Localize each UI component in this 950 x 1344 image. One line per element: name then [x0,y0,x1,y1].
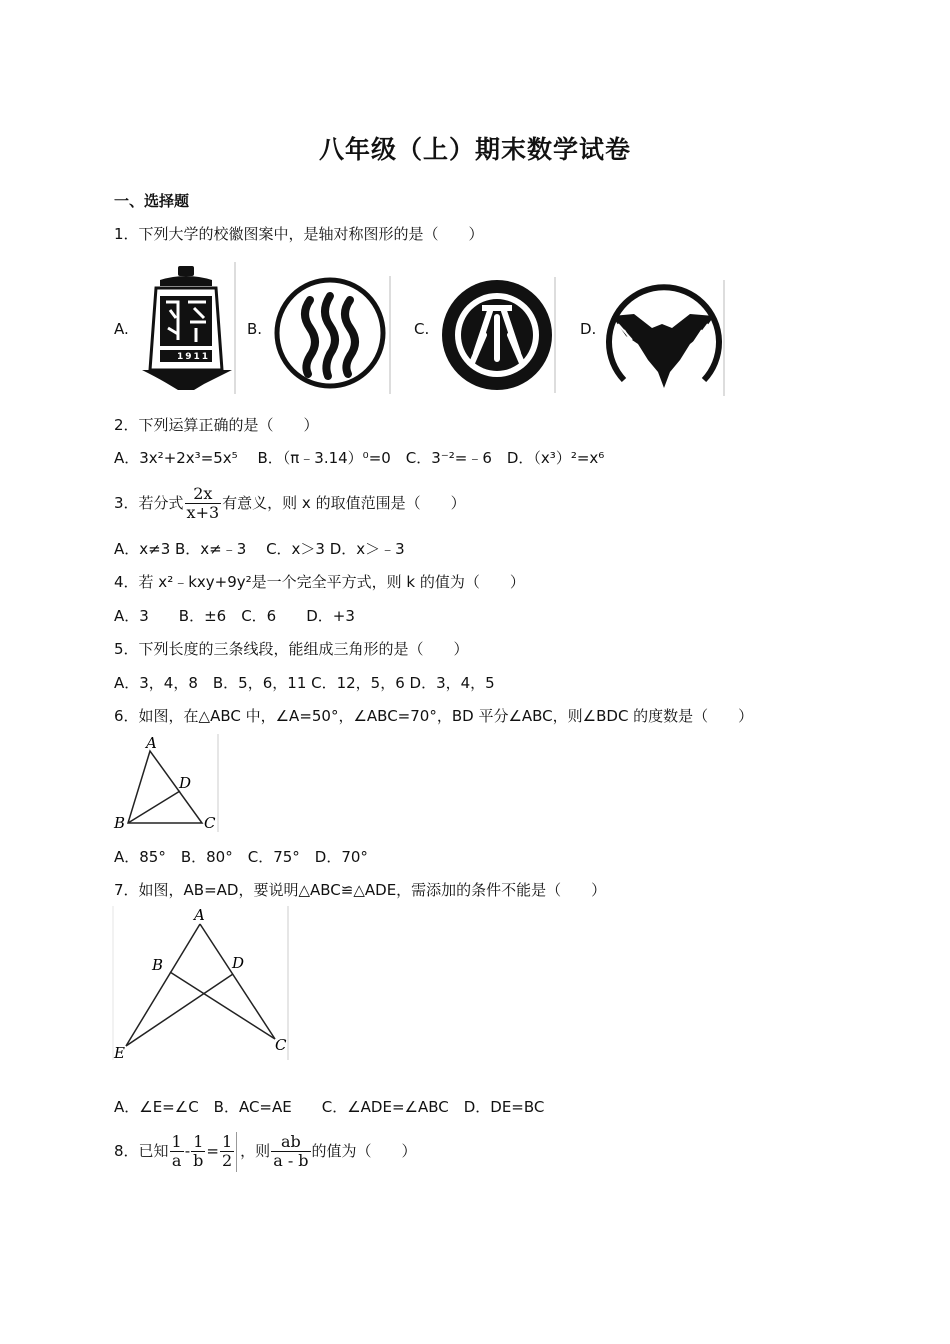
q3-fraction-denominator: x+3 [186,503,220,522]
q3-fraction [185,485,222,522]
q8-fraction-2 [191,1133,205,1170]
page-title: 八年级（上）期末数学试卷 [318,135,631,164]
q8-fraction-3 [220,1133,234,1170]
q7-point-e: E [114,1044,125,1062]
q1-option-a-label: A. [114,320,129,338]
q6-point-c: C [204,814,216,832]
question-2-stem: 2．下列运算正确的是（ ） [114,416,319,434]
q7-point-d: D [232,954,245,972]
question-7-stem: 7．如图，AB=AD，要说明△ABC≌△ADE，需添加的条件不能是（ ） [114,881,607,899]
q8-fraction-3-denominator: 2 [221,1151,233,1170]
q8-fraction-1-numerator: 1 [171,1132,182,1151]
symmetric-emblem-icon [440,277,558,393]
q8-minus-sign: - [184,1142,191,1160]
bell-emblem-icon [138,262,238,394]
q1-option-c-label: C. [414,320,430,338]
question-5-options: A．3，4，8 B．5，6，11 C．12，5，6 D．3，4，5 [114,674,495,692]
question-6-stem: 6．如图，在△ABC 中，∠A=50°，∠ABC=70°，BD 平分∠ABC，则∠BDC 的度数是（ ） [114,707,754,725]
q1-option-d-label: D. [580,320,597,338]
q8-equals-sign: = [206,1142,219,1160]
q3-stem-pre: 3．若分式 [114,494,184,512]
question-4-options: A．3 B．±6 C．6 D．+3 [114,607,355,625]
q8-fraction-2-denominator: b [193,1151,204,1170]
triangle-abc-diagram [112,734,222,834]
q8-fraction-4-denominator: a - b [273,1151,309,1170]
q8-fraction-3-numerator: 1 [221,1132,233,1151]
q3-stem-post: 有意义，则 x 的取值范围是（ ） [222,494,466,512]
wave-emblem-icon [270,276,394,394]
bell-emblem-year: 1911 [177,352,211,362]
q8-vertical-divider [236,1132,237,1172]
question-2-options: A．3x²+2x³=5x⁵ B．（π﹣3.14）⁰=0 C．3⁻²=﹣6 D．（x³）²=x⁶ [114,449,605,467]
q3-fraction-numerator: 2x [185,485,222,504]
q8-stem-pre: 8．已知 [114,1142,169,1160]
triangles-abc-ade-diagram [112,906,296,1062]
question-8-stem [114,1131,417,1172]
q6-point-d: D [179,774,192,792]
question-3-stem [114,483,466,523]
question-3-options: A．x≠3 B．x≠﹣3 C．x＞3 D．x＞﹣3 [114,540,405,558]
question-7-options: A．∠E=∠C B．AC=AE C．∠ADE=∠ABC D．DE=BC [114,1098,545,1116]
q6-point-b: B [114,814,126,832]
q7-point-b: B [152,956,164,974]
question-4-stem: 4．若 x²﹣kxy+9y²是一个完全平方式，则 k 的值为（ ） [114,573,525,591]
q8-stem-mid: ，则 [240,1142,271,1160]
q6-point-a: A [146,734,157,752]
q8-fraction-4-numerator: ab [271,1133,310,1152]
question-6-options: A．85° B．80° C．75° D．70° [114,848,368,866]
q8-fraction-1-denominator: a [171,1151,182,1170]
q8-fraction-2-numerator: 1 [191,1133,205,1152]
section-heading: 一、选择题 [114,192,190,210]
question-5-stem: 5．下列长度的三条线段，能组成三角形的是（ ） [114,640,469,658]
q7-point-a: A [194,906,205,924]
eagle-emblem-icon [604,280,726,396]
q8-fraction-4 [271,1133,310,1170]
q7-point-c: C [275,1036,287,1054]
q8-fraction-1 [170,1133,184,1170]
q8-stem-post: 的值为（ ） [311,1142,417,1160]
question-1-stem: 1．下列大学的校徽图案中，是轴对称图形的是（ ） [114,225,484,243]
q1-option-b-label: B. [247,320,263,338]
